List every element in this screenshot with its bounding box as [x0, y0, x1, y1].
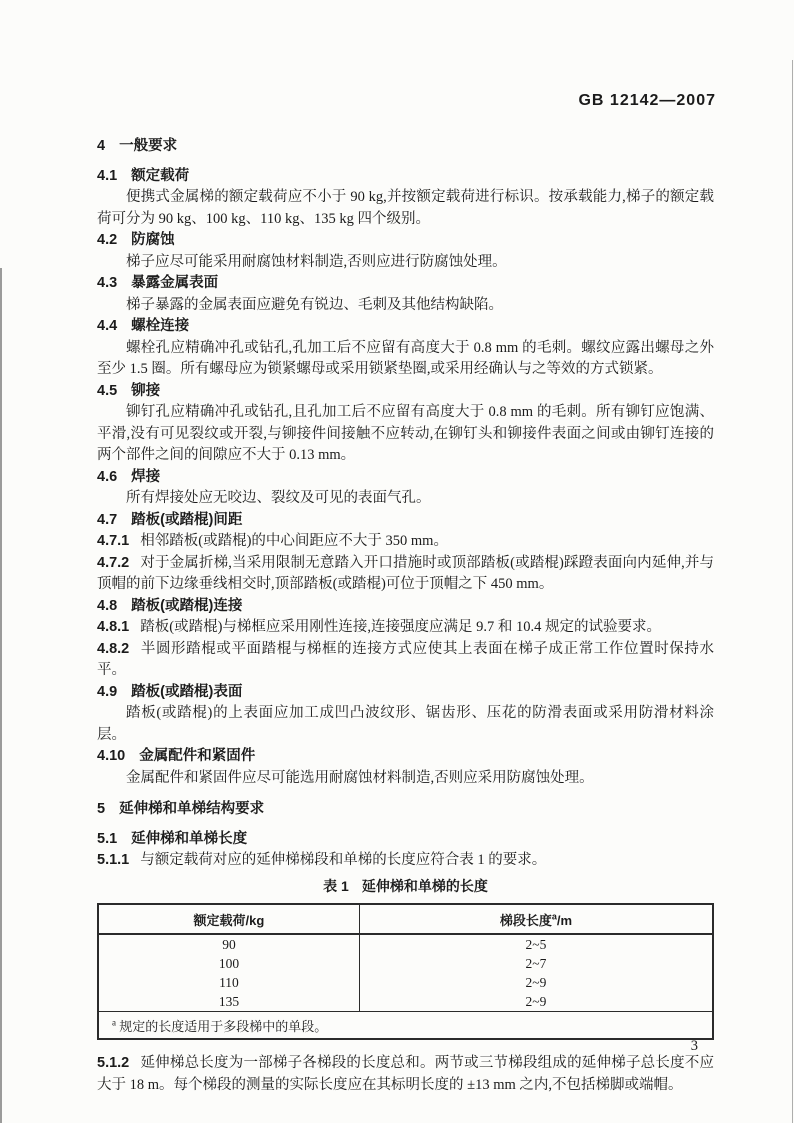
column-header-section-length	[359, 904, 713, 934]
scan-edge-artifact-left	[0, 268, 2, 1123]
clause-text-4-10: 金属配件和紧固件应尽可能选用耐腐蚀材料制造,否则应采用防腐蚀处理。	[126, 769, 594, 786]
clause-number: 4.8	[97, 597, 118, 614]
clause-text: 与额定载荷对应的延伸梯梯段和单梯的长度应符合表 1 的要求。	[140, 852, 547, 868]
table-1-caption	[97, 876, 714, 898]
section-title: 一般要求	[119, 138, 178, 154]
table-footnote	[98, 1012, 713, 1040]
clause-heading-4-7	[97, 510, 714, 532]
cell-rated-load: 110	[98, 973, 359, 992]
clause-number: 4.7.1	[97, 533, 130, 549]
clause-title: 金属配件和紧固件	[139, 748, 256, 764]
clause-text: 相邻踏板(或踏棍)的中心间距应不大于 350 mm。	[140, 533, 448, 549]
clause-number: 4.8.1	[97, 619, 130, 635]
clause-title: 额定载荷	[131, 167, 190, 184]
clause-heading-4-9	[97, 682, 714, 704]
cell-section-length: 2~7	[525, 955, 547, 971]
clause-text: 对于金属折梯,当采用限制无意踏入开口措施时或顶部踏板(或踏棍)踩蹬表面向内延伸,并与顶帽的前下边缘垂线相交时,顶部踏板(或踏棍)可位于顶帽之下 450 mm。	[97, 554, 714, 592]
section-heading-4	[97, 136, 714, 158]
column-header-unit: /m	[556, 912, 573, 928]
cell-rated-load: 135	[98, 992, 359, 1012]
clause-text-4-8-1	[97, 617, 714, 639]
clause-number: 4.4	[97, 318, 118, 334]
standard-code: GB 12142—2007	[578, 92, 716, 109]
clause-heading-4-1	[97, 166, 714, 188]
clause-heading-5-1	[97, 829, 714, 851]
clause-text-4-4: 螺栓孔应精确冲孔或钻孔,孔加工后不应留有高度大于 0.8 mm 的毛刺。螺纹应露出螺母之外至少 1.5 圈。所有螺母应为锁紧螺母或采用锁紧垫圈,或采用经确认与之等效的方式锁紧。	[97, 339, 714, 377]
clause-number: 5.1.2	[97, 1055, 130, 1071]
clause-number: 4.7	[97, 511, 118, 528]
clause-number: 4.3	[97, 275, 118, 291]
table-caption-label: 表 1	[323, 877, 349, 894]
column-header-text: 梯段长度	[499, 912, 552, 928]
footnote-marker: a	[112, 1017, 116, 1028]
clause-text: 延伸梯总长度为一部梯子各梯段的长度总和。两节或三节梯段组成的延伸梯子总长度不应大于 18 m。每个梯段的测量的实际长度应在其标明长度的 ±13 mm 之内,不包括梯脚或端帽。	[97, 1055, 714, 1093]
clause-text-4-7-1	[97, 531, 714, 553]
clause-number: 5.1	[97, 830, 118, 847]
clause-text: 半圆形踏棍或平面踏棍与梯框的连接方式应使其上表面在梯子成正常工作位置时保持水平。	[97, 640, 714, 678]
clause-heading-4-8	[97, 596, 714, 618]
clause-heading-4-5	[97, 381, 714, 403]
page-number: 3	[690, 1038, 698, 1054]
clause-text-4-6: 所有焊接处应无咬边、裂纹及可见的表面气孔。	[126, 490, 431, 506]
clause-text-4-8-2	[97, 639, 714, 682]
cell-rated-load: 90	[98, 934, 359, 954]
clause-number: 5.1.1	[97, 852, 130, 868]
table-1	[97, 903, 714, 1040]
clause-title: 踏板(或踏棍)连接	[131, 597, 243, 614]
clause-title: 焊接	[131, 468, 161, 485]
clause-number: 4.5	[97, 382, 118, 399]
clause-text-5-1-2	[97, 1053, 714, 1096]
clause-title: 防腐蚀	[131, 232, 175, 248]
clause-title: 踏板(或踏棍)间距	[131, 511, 243, 528]
clause-text: 踏板(或踏棍)与梯框应采用刚性连接,连接强度应满足 9.7 和 10.4 规定的试验要求。	[140, 619, 662, 635]
section-title: 延伸梯和单梯结构要求	[119, 801, 265, 817]
clause-title: 踏板(或踏棍)表面	[131, 683, 243, 700]
table-footnote-row	[98, 1012, 713, 1040]
clause-heading-4-6	[97, 467, 714, 489]
clause-title: 暴露金属表面	[131, 275, 219, 291]
section-heading-5	[97, 799, 714, 821]
clause-title: 延伸梯和单梯长度	[131, 830, 248, 847]
clause-heading-4-10	[97, 746, 714, 768]
clause-number: 4.8.2	[97, 640, 130, 657]
clause-text-5-1-1	[97, 850, 714, 872]
clause-title: 螺栓连接	[131, 318, 190, 334]
table-row	[98, 992, 713, 1012]
table-row	[98, 973, 713, 992]
clause-number: 4.9	[97, 683, 118, 700]
cell-section-length: 2~5	[525, 936, 547, 952]
table-row	[98, 934, 713, 954]
clause-heading-4-3	[97, 273, 714, 295]
clause-number: 4.10	[97, 748, 126, 764]
clause-text-4-2: 梯子应尽可能采用耐腐蚀材料制造,否则应进行防腐蚀处理。	[126, 253, 507, 270]
cell-rated-load: 100	[98, 954, 359, 973]
clause-number: 4.2	[97, 232, 118, 248]
clause-number: 4.7.2	[97, 554, 130, 571]
clause-text-4-9: 踏板(或踏棍)的上表面应加工成凹凸波纹形、锯齿形、压花的防滑表面或采用防滑材料涂层。	[97, 705, 714, 743]
footnote-marker: a	[551, 911, 557, 922]
cell-section-length: 2~9	[525, 993, 547, 1009]
section-number: 5	[97, 801, 106, 817]
clause-text-4-1: 便携式金属梯的额定载荷应不小于 90 kg,并按额定载荷进行标识。按承载能力,梯子的额定载荷可分为 90 kg、100 kg、110 kg、135 kg 四个级别。	[97, 189, 714, 227]
clause-text-4-3: 梯子暴露的金属表面应避免有锐边、毛刺及其他结构缺陷。	[126, 296, 503, 313]
cell-section-length: 2~9	[525, 974, 547, 990]
clause-heading-4-2	[97, 230, 714, 252]
table-row	[98, 954, 713, 973]
clause-heading-4-4	[97, 316, 714, 338]
clause-text-4-5: 铆钉孔应精确冲孔或钻孔,且孔加工后不应留有高度大于 0.8 mm 的毛刺。所有铆钉应饱满、平滑,没有可见裂纹或开裂,与铆接件间接触不应转动,在铆钉头和铆接件表面之间或由铆钉连接的两个部件之间的间隙应不大于 0.13 mm。	[97, 404, 714, 463]
clause-title: 铆接	[131, 382, 161, 399]
table-header-row	[98, 904, 713, 934]
footnote-text: 规定的长度适用于多段梯中的单段。	[119, 1018, 328, 1034]
section-number: 4	[97, 138, 106, 154]
clause-number: 4.1	[97, 167, 118, 184]
column-header-rated-load: 额定载荷/kg	[98, 904, 359, 934]
clause-number: 4.6	[97, 468, 118, 485]
table-caption-title: 延伸梯和单梯的长度	[361, 877, 488, 894]
scan-edge-artifact-right	[792, 60, 793, 1123]
document-body	[97, 136, 714, 1096]
clause-text-4-7-2	[97, 553, 714, 596]
